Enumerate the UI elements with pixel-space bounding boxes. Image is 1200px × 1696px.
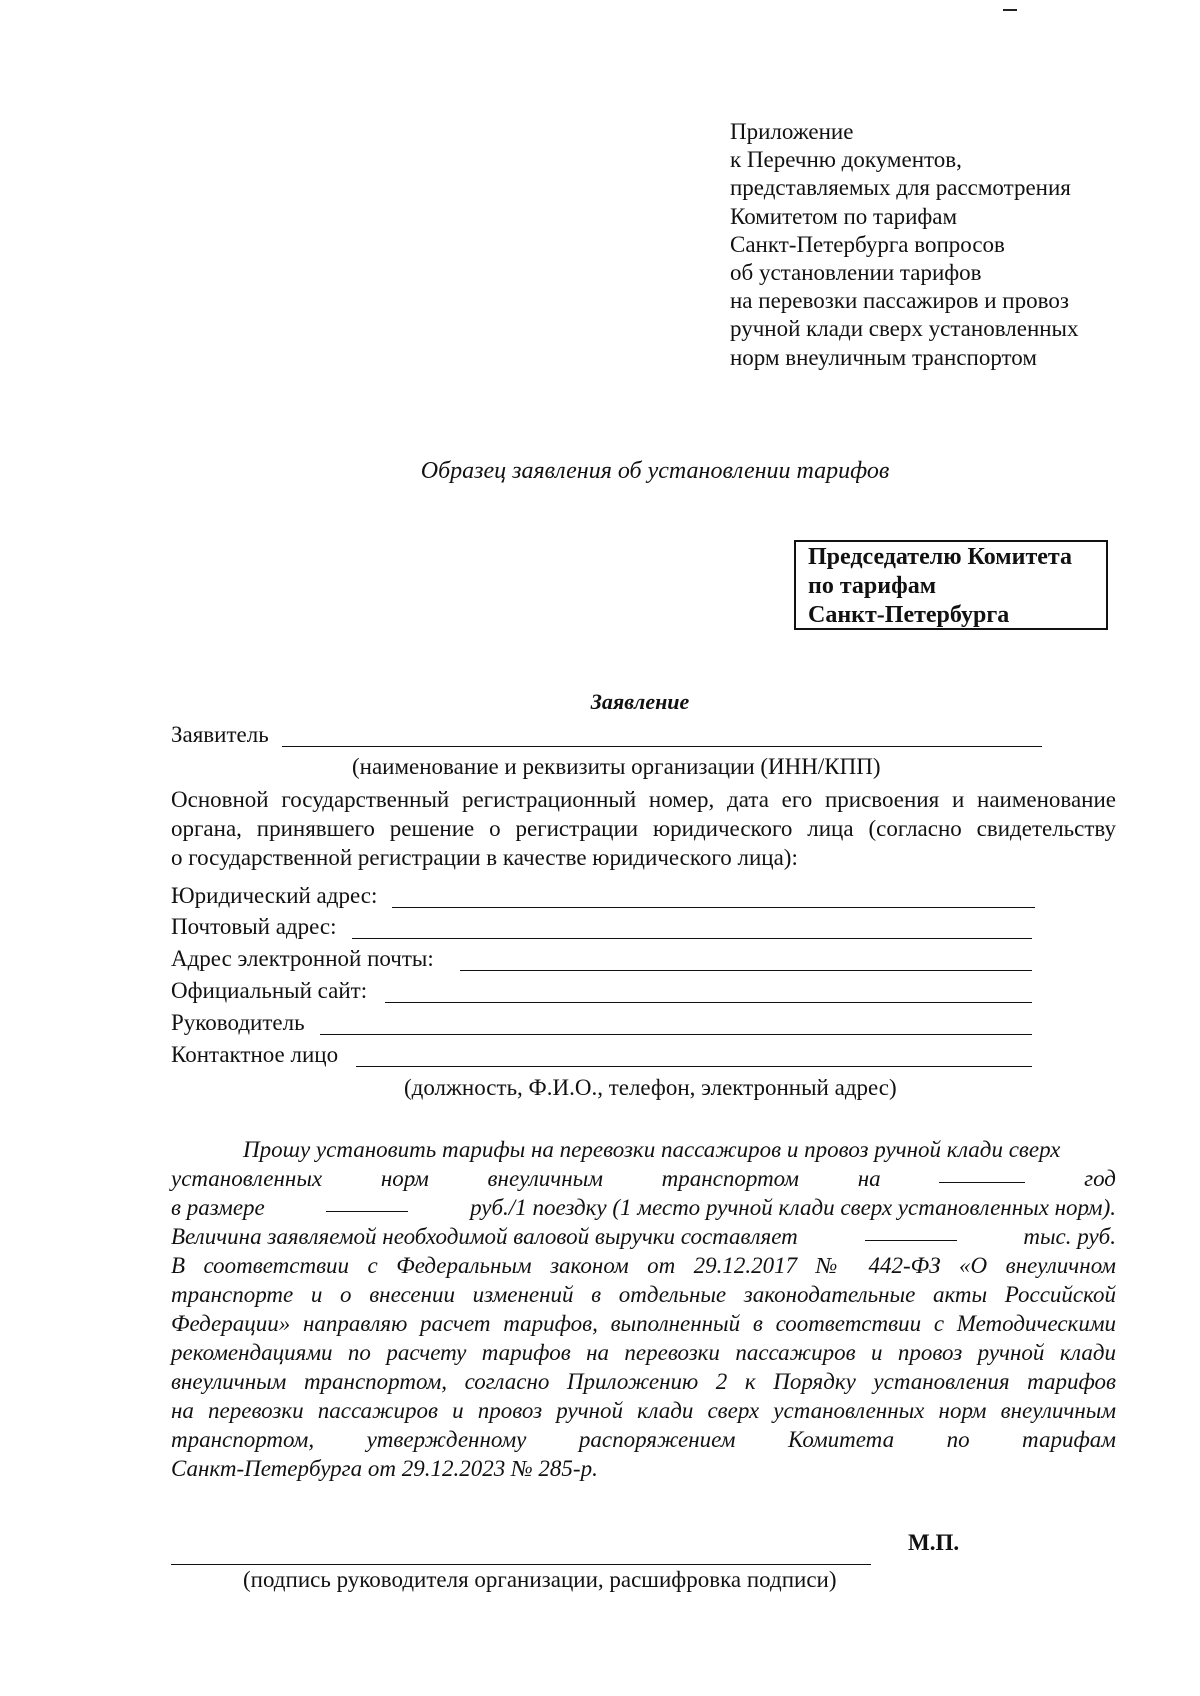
email-field[interactable] bbox=[460, 946, 1032, 971]
year-field[interactable] bbox=[939, 1164, 1025, 1183]
tariff-amount-field[interactable] bbox=[326, 1193, 408, 1212]
signature-field[interactable] bbox=[171, 1564, 871, 1565]
appendix-line: норм внеуличным транспортом bbox=[730, 344, 1037, 370]
request-word: Комитета bbox=[787, 1427, 895, 1452]
appendix-line: Санкт-Петербурга вопросов bbox=[730, 231, 1005, 257]
ogrn-line: органа, принявшего решение о регистрации юридического лица (согласно свидетельству bbox=[171, 816, 1116, 841]
request-line bbox=[171, 1425, 1116, 1454]
ogrn-line: о государственной регистрации в качестве юридического лица): bbox=[171, 845, 798, 870]
request-line bbox=[171, 1164, 1116, 1193]
appendix-line: об установлении тарифов bbox=[730, 260, 982, 286]
request-line: транспорте и о внесении изменений в отдельные законодательные акты Российской bbox=[171, 1282, 1116, 1307]
request-word: год bbox=[1084, 1166, 1116, 1191]
ogrn-line: Основной государственный регистрационный номер, дата его присвоения и наименование bbox=[171, 787, 1116, 812]
addressee-line: Председателю Комитета bbox=[808, 544, 1072, 570]
revenue-field[interactable] bbox=[865, 1222, 957, 1241]
addressee-line: Санкт-Петербурга bbox=[808, 602, 1010, 628]
signature-caption: (подпись руководителя организации, расшифровка подписи) bbox=[243, 1567, 837, 1592]
request-line bbox=[171, 1193, 1116, 1222]
appendix-line: Приложение bbox=[730, 119, 854, 144]
ogrn-paragraph bbox=[171, 785, 1116, 872]
appendix-line: к Перечню документов, bbox=[730, 147, 962, 173]
contact-field[interactable] bbox=[356, 1042, 1032, 1067]
legal-address-field[interactable] bbox=[392, 883, 1035, 908]
request-word: внеуличным bbox=[487, 1166, 603, 1191]
sample-title: Образец заявления об установлении тарифов bbox=[420, 458, 890, 484]
statement-title: Заявление bbox=[590, 689, 690, 714]
legal-address-label: Юридический адрес: bbox=[171, 883, 378, 908]
request-line: Федерации» направляю расчет тарифов, выполненный в соответствии с Методическими bbox=[171, 1311, 1116, 1336]
postal-address-field[interactable] bbox=[352, 914, 1032, 939]
applicant-caption: (наименование и реквизиты организации (ИНН/КПП) bbox=[352, 754, 881, 779]
request-line: рекомендациями по расчету тарифов на перевозки пассажиров и провоз ручной клади bbox=[171, 1340, 1116, 1365]
request-line: на перевозки пассажиров и провоз ручной клади сверх установленных норм внеуличным bbox=[171, 1398, 1116, 1423]
request-word: тарифам bbox=[1022, 1427, 1116, 1452]
applicant-label: Заявитель bbox=[171, 722, 269, 747]
appendix-line: на перевозки пассажиров и провоз bbox=[730, 288, 1069, 314]
request-text: руб./1 поездку (1 место ручной клади сверх установленных норм). bbox=[470, 1195, 1116, 1220]
postal-address-label: Почтовый адрес: bbox=[171, 914, 337, 939]
appendix-line: представляемых для рассмотрения bbox=[730, 175, 1071, 201]
request-word: установленных bbox=[171, 1166, 323, 1191]
request-word: норм bbox=[380, 1166, 429, 1191]
contact-caption: (должность, Ф.И.О., телефон, электронный адрес) bbox=[404, 1075, 897, 1100]
applicant-field[interactable] bbox=[282, 722, 1042, 747]
request-word: транспортом bbox=[661, 1166, 799, 1191]
request-word: утвержденному bbox=[366, 1427, 527, 1452]
page-mark bbox=[1003, 9, 1017, 11]
email-label: Адрес электронной почты: bbox=[171, 946, 434, 971]
request-word: тыс. руб. bbox=[1023, 1224, 1116, 1249]
request-line: Санкт-Петербурга от 29.12.2023 № 285-р. bbox=[171, 1456, 598, 1481]
addressee-box bbox=[794, 540, 1108, 630]
request-paragraph bbox=[171, 1135, 1116, 1483]
addressee-line: по тарифам bbox=[808, 573, 937, 599]
website-field[interactable] bbox=[385, 978, 1032, 1003]
request-word: в размере bbox=[171, 1195, 265, 1220]
request-line: внеуличным транспортом, согласно Приложению 2 к Порядку установления тарифов bbox=[171, 1369, 1116, 1394]
head-label: Руководитель bbox=[171, 1010, 305, 1035]
appendix-line: ручной клади сверх установленных bbox=[730, 316, 1079, 342]
head-field[interactable] bbox=[320, 1010, 1032, 1035]
request-word: распоряжением bbox=[578, 1427, 736, 1452]
request-word: транспортом, bbox=[171, 1427, 315, 1452]
request-word: на bbox=[857, 1166, 881, 1191]
contact-label: Контактное лицо bbox=[171, 1042, 339, 1067]
request-line bbox=[171, 1222, 1116, 1251]
appendix-note bbox=[730, 118, 1079, 372]
request-word: по bbox=[946, 1427, 970, 1452]
website-label: Официальный сайт: bbox=[171, 978, 368, 1003]
request-text: Величина заявляемой необходимой валовой выручки составляет bbox=[171, 1224, 798, 1249]
stamp-place: М.П. bbox=[908, 1530, 960, 1555]
request-line: Прошу установить тарифы на перевозки пассажиров и провоз ручной клади сверх bbox=[243, 1137, 1061, 1162]
appendix-line: Комитетом по тарифам bbox=[730, 203, 958, 229]
request-line: В соответствии с Федеральным законом от 29.12.2017 № 442-ФЗ «О внеуличном bbox=[171, 1253, 1116, 1278]
